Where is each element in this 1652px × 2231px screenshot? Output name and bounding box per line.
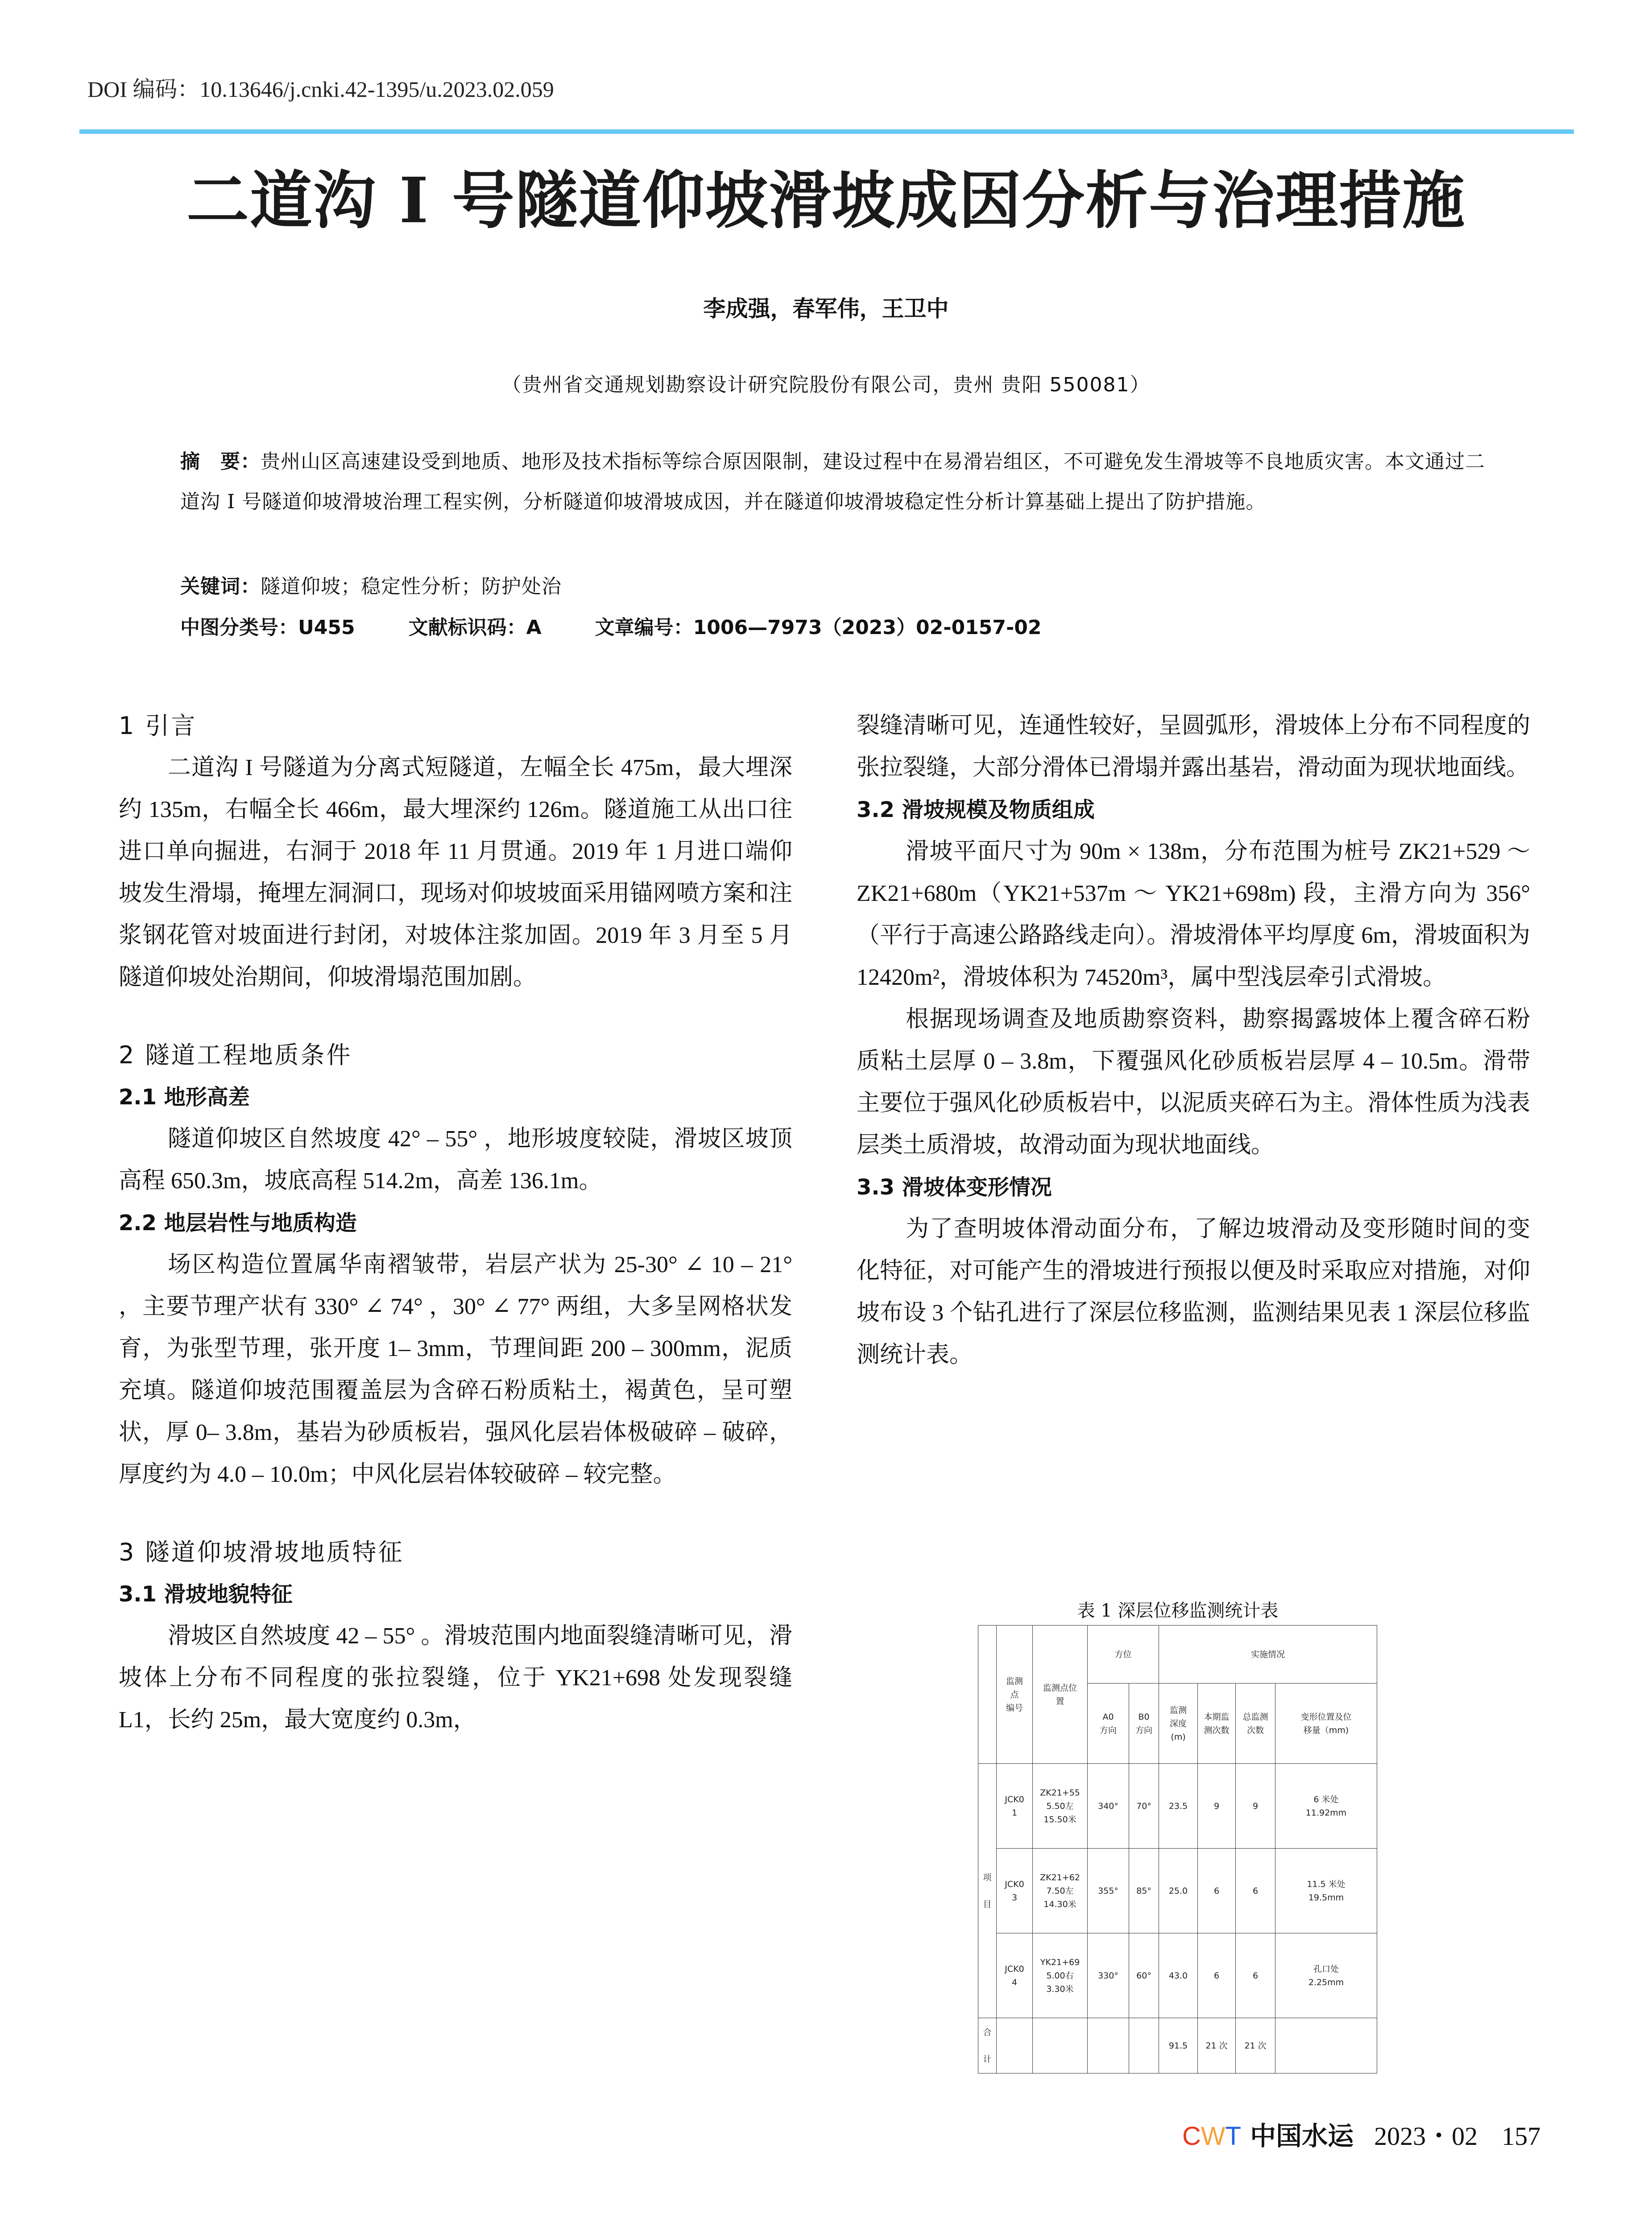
- affiliation: （贵州省交通规划勘察设计研究院股份有限公司，贵州 贵阳 550081）: [501, 373, 1151, 396]
- header-position: 监测点位 置: [1033, 1626, 1088, 1764]
- journal-name: 中国水运: [1250, 2121, 1354, 2151]
- keywords-text: 隧道仰坡；稳定性分析；防护处治: [261, 575, 562, 598]
- clc-value: U455: [298, 616, 355, 639]
- cell-current-count: 6: [1198, 1933, 1236, 2018]
- paragraph: 场区构造位置属华南褶皱带，岩层产状为 25-30° ∠ 10 – 21° ，主要节理产状有 330° ∠ 74° ，30° ∠ 77° 两组，大多呈网格状发育，为张型节理，张开度 1– 3mm，节理间距 200 – 300mm，泥质充填。隧道仰坡范围覆盖层为含碎石粉质粘土，褐黄色，呈可塑状，厚 0– 3.8m，基岩为砂质板岩，强风化层岩体极破碎 – 破碎，厚度约为 4.0 – 10.0m；中风化层岩体较破碎 – 较完整。: [119, 1252, 792, 1487]
- header-current-count: 本期监 测次数: [1198, 1684, 1236, 1764]
- abstract-text: 贵州山区高速建设受到地质、地形及技术指标等综合原因限制，建设过程中在易滑岩组区，不可避免发生滑坡等不良地质灾害。本文通过二道沟 I 号隧道仰坡滑坡治理工程实例，分析隧道仰坡滑坡成因，并在隧道仰坡滑坡稳定性分析计算基础上提出了防护措施。: [180, 450, 1485, 513]
- cell-total-count: 9: [1236, 1764, 1275, 1849]
- section-heading: 3 隧道仰坡滑坡地质特征: [119, 1538, 404, 1566]
- header-total-count: 总监测 次数: [1236, 1684, 1275, 1764]
- side-label-items: 项 目: [978, 1764, 997, 2018]
- paragraph: 裂缝清晰可见，连通性较好，呈圆弧形，滑坡体上分布不同程度的张拉裂缝，大部分滑体已滑塌并露出基岩，滑动面为现状地面线。: [857, 713, 1530, 780]
- cell-current-count: 6: [1198, 1849, 1236, 1933]
- corner-cell: [978, 1626, 997, 1764]
- table-row: [978, 1849, 1377, 1933]
- section-heading: 2 隧道工程地质条件: [119, 1041, 352, 1069]
- table-caption: 表 1 深层位移监测统计表: [1077, 1601, 1279, 1621]
- logo-w: W: [1201, 2122, 1226, 2151]
- header-rule: [79, 129, 1574, 134]
- article-no-value: 1006—7973（2023）02-0157-02: [693, 616, 1042, 639]
- cell-a0: 340°: [1088, 1764, 1129, 1849]
- total-total-count: 21 次: [1236, 2018, 1275, 2073]
- doi-code: DOI 编码：10.13646/j.cnki.42-1395/u.2023.02.059: [87, 77, 554, 102]
- keywords-label: 关键词：: [180, 575, 261, 598]
- clc-label: 中图分类号：: [180, 616, 298, 639]
- header-a0: A0 方向: [1088, 1684, 1129, 1764]
- left-column: [119, 705, 792, 1741]
- subsection-heading: 3.1 滑坡地貌特征: [119, 1582, 293, 1607]
- cell-depth: 23.5: [1159, 1764, 1198, 1849]
- cell-position: ZK21+62 7.50左 14.30米: [1033, 1849, 1088, 1933]
- cell-deformation: 孔口处 2.25mm: [1275, 1933, 1377, 2018]
- abstract: [180, 442, 1496, 522]
- keywords: [180, 570, 562, 599]
- header-deformation: 变形位置及位 移量（mm): [1275, 1684, 1377, 1764]
- empty-cell: [1033, 2018, 1088, 2073]
- abstract-label: 摘 要：: [180, 450, 261, 473]
- monitoring-table: [978, 1625, 1377, 2073]
- cell-point-id: JCK0 1: [997, 1764, 1033, 1849]
- page-footer: [1182, 2115, 1540, 2152]
- authors: 李成强，春军伟，王卫中: [703, 296, 949, 322]
- cell-total-count: 6: [1236, 1849, 1275, 1933]
- subsection-heading: 3.3 滑坡体变形情况: [857, 1175, 1052, 1200]
- cell-point-id: JCK0 3: [997, 1849, 1033, 1933]
- cell-b0: 85°: [1129, 1849, 1159, 1933]
- header-point-id: 监测 点 编号: [997, 1626, 1033, 1764]
- paragraph: 二道沟 I 号隧道为分离式短隧道，左幅全长 475m，最大埋深约 135m，右幅全长 466m，最大埋深约 126m。隧道施工从出口往进口单向掘进，右洞于 2018 年 11 月贯通。2019 年 1 月进口端仰坡发生滑塌，掩埋左洞洞口，现场对仰坡坡面采用锚网喷方案和注浆钢花管对坡面进行封闭，对坡体注浆加固。2019 年 3 月至 5 月隧道仰坡处治期间，仰坡滑塌范围加剧。: [119, 755, 792, 990]
- subsection-heading: 2.2 地层岩性与地质构造: [119, 1211, 357, 1236]
- empty-cell: [997, 2018, 1033, 2073]
- table-total-row: [978, 2018, 1377, 2073]
- cell-deformation: 6 米处 11.92mm: [1275, 1764, 1377, 1849]
- total-label: 合 计: [978, 2018, 997, 2073]
- cell-position: ZK21+55 5.50左 15.50米: [1033, 1764, 1088, 1849]
- cell-point-id: JCK0 4: [997, 1933, 1033, 2018]
- cell-depth: 25.0: [1159, 1849, 1198, 1933]
- right-column: [857, 705, 1530, 1376]
- paragraph: 滑坡平面尺寸为 90m × 138m，分布范围为桩号 ZK21+529 ～ ZK21+680m（YK21+537m ～ YK21+698m) 段，主滑方向为 356° （平行于高速公路路线走向）。滑坡滑体平均厚度 6m，滑坡面积为 12420m²，滑坡体积为 74520m³，属中型浅层牵引式滑坡。: [857, 839, 1530, 990]
- cell-position: YK21+69 5.00右 3.30米: [1033, 1933, 1088, 2018]
- paragraph: 隧道仰坡区自然坡度 42° – 55° ，地形坡度较陡，滑坡区坡顶高程 650.3m，坡底高程 514.2m，高差 136.1m。: [119, 1126, 792, 1194]
- table-row: [978, 1764, 1377, 1849]
- doc-code-label: 文献标识码：: [408, 616, 526, 639]
- header-b0: B0 方向: [1129, 1684, 1159, 1764]
- total-depth: 91.5: [1159, 2018, 1198, 2073]
- cell-total-count: 6: [1236, 1933, 1275, 2018]
- logo-t: T: [1225, 2122, 1242, 2151]
- paragraph: 根据现场调查及地质勘察资料，勘察揭露坡体上覆含碎石粉质粘土层厚 0 – 3.8m，下覆强风化砂质板岩层厚 4 – 10.5m。滑带主要位于强风化砂质板岩中，以泥质夹碎石为主。滑体性质为浅表层类土质滑坡，故滑动面为现状地面线。: [857, 1007, 1530, 1158]
- paragraph: 为了查明坡体滑动面分布，了解边坡滑动及变形随时间的变化特征，对可能产生的滑坡进行预报以便及时采取应对措施，对仰坡布设 3 个钻孔进行了深层位移监测，监测结果见表 1 深层位移监测统计表。: [857, 1216, 1530, 1368]
- empty-cell: [1275, 2018, 1377, 2073]
- section-gap: [119, 1496, 792, 1531]
- total-current-count: 21 次: [1198, 2018, 1236, 2073]
- doc-code-value: A: [526, 616, 542, 639]
- cell-b0: 60°: [1129, 1933, 1159, 2018]
- article-title: 二道沟 I 号隧道仰坡滑坡成因分析与治理措施: [186, 164, 1466, 237]
- cell-depth: 43.0: [1159, 1933, 1198, 2018]
- table-row: [978, 1933, 1377, 2018]
- paragraph: 滑坡区自然坡度 42 – 55° 。滑坡范围内地面裂缝清晰可见，滑坡体上分布不同程度的张拉裂缝，位于 YK21+698 处发现裂缝 L1，长约 25m，最大宽度约 0.3m，: [119, 1623, 792, 1733]
- empty-cell: [1129, 2018, 1159, 2073]
- section-heading: 1 引言: [119, 712, 197, 740]
- cell-b0: 70°: [1129, 1764, 1159, 1849]
- header-depth: 监测 深度 (m): [1159, 1684, 1198, 1764]
- cell-current-count: 9: [1198, 1764, 1236, 1849]
- cell-a0: 330°: [1088, 1933, 1129, 2018]
- cell-deformation: 11.5 米处 19.5mm: [1275, 1849, 1377, 1933]
- logo-c: C: [1182, 2122, 1201, 2151]
- article-no-label: 文章编号：: [595, 616, 693, 639]
- classification-line: [180, 611, 1041, 640]
- section-gap: [119, 999, 792, 1034]
- header-orientation: 方位: [1088, 1626, 1159, 1684]
- issue: 2023・02: [1374, 2122, 1478, 2151]
- empty-cell: [1088, 2018, 1129, 2073]
- header-implementation: 实施情况: [1159, 1626, 1377, 1684]
- subsection-heading: 2.1 地形高差: [119, 1085, 250, 1110]
- cell-a0: 355°: [1088, 1849, 1129, 1933]
- page-number: 157: [1502, 2122, 1541, 2151]
- subsection-heading: 3.2 滑坡规模及物质组成: [857, 797, 1095, 822]
